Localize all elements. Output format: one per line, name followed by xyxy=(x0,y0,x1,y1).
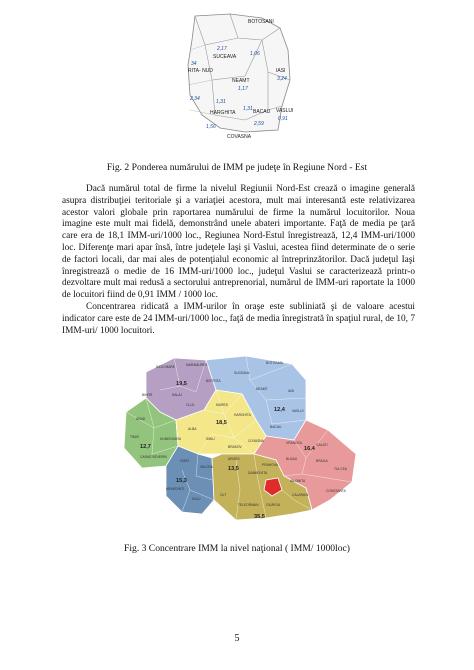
county-value: 1,06 xyxy=(250,51,260,57)
figure-3-map xyxy=(116,350,368,528)
figure-2-map xyxy=(150,10,310,140)
county-label: ARAD xyxy=(136,417,146,421)
county-label: CALARASI xyxy=(292,493,309,497)
county-label: VRANCEA xyxy=(286,441,302,445)
county-value: 3,24 xyxy=(277,76,287,82)
county-label: TELEORMAN xyxy=(238,503,259,507)
value-vest: 12,7 xyxy=(140,444,151,450)
county-label: PRAHOVA xyxy=(262,463,278,467)
county-label: SIBIU xyxy=(206,437,215,441)
county-label: MARAMURES xyxy=(186,363,208,367)
figure-2-caption: Fig. 2 Ponderea numărului de IMM pe judeţe în Regiune Nord - Est xyxy=(106,162,368,173)
county-label: BOTOSANI xyxy=(248,19,274,25)
county-label: BISTRITA xyxy=(206,379,221,383)
county-label: TULCEA xyxy=(334,467,348,471)
county-label: SATU MARE xyxy=(156,365,175,369)
figure-3-caption: Fig. 3 Concentrare IMM la nivel naţional ( IMM/ 1000loc) xyxy=(124,543,350,554)
county-value: 0,91 xyxy=(278,116,288,122)
county-label: SUCEAVA xyxy=(234,371,250,375)
paragraph: Concentrarea ridicată a IMM-urilor în oraşe este subliniată şi de valoare acestui indicator care este de 24 IMM-uri/1000 loc., faţă de media înregistrată în spaţiul rural, de 10, 7 IMM-uri/ 1000 locuitori. xyxy=(62,301,415,336)
county-label: CARAS SEVERIN xyxy=(140,455,167,459)
county-label: MEHEDINTI xyxy=(166,487,185,491)
county-label: IASI xyxy=(288,389,295,393)
value-sud-vest: 15,3 xyxy=(176,478,187,484)
side-value: 1,56 xyxy=(206,124,216,130)
county-label: BUZAU xyxy=(286,457,298,461)
county-label: BIHOR xyxy=(142,393,153,397)
value-sud: 13,5 xyxy=(228,466,239,472)
county-label: DAMBOVITA xyxy=(248,471,268,475)
county-label: COVASNA xyxy=(248,439,264,443)
county-label: BRASOV xyxy=(228,445,242,449)
side-value: 1,31 xyxy=(216,99,226,105)
side-value: 1,31 xyxy=(243,106,253,112)
neighbor-label: HARGHITA xyxy=(210,110,236,116)
county-label: VASLUI xyxy=(276,108,294,114)
side-value: 34 xyxy=(191,61,197,67)
county-label: VASLUI xyxy=(292,409,304,413)
county-label: OLT xyxy=(220,493,227,497)
county-label: NEAMT xyxy=(232,78,250,84)
county-label: ARGES xyxy=(228,457,240,461)
value-nord-est: 12,4 xyxy=(274,407,285,413)
page-number: 5 xyxy=(234,633,240,644)
neighbor-label: COVASNA xyxy=(227,134,252,140)
county-label: VALCEA xyxy=(200,465,213,469)
county-label: SUCEAVA xyxy=(213,54,237,60)
value-nord-vest: 19,5 xyxy=(176,381,187,387)
neighbor-label: RITA- NUD xyxy=(188,68,213,74)
county-label: CLUJ xyxy=(186,403,195,407)
side-value: 2,34 xyxy=(190,96,200,102)
county-label: DOLJ xyxy=(192,497,201,501)
county-label: BACAU xyxy=(253,109,271,115)
county-label: HARGHITA xyxy=(234,413,251,417)
county-label: GIURGIU xyxy=(266,503,281,507)
county-value: 1,17 xyxy=(238,86,248,92)
county-label: ALBA xyxy=(188,427,197,431)
county-label: TIMIS xyxy=(130,435,139,439)
value-centru: 18,5 xyxy=(216,420,227,426)
county-label: CONSTANTA xyxy=(326,489,346,493)
county-label: HUNEDOARA xyxy=(160,437,182,441)
county-label: GORJ xyxy=(180,459,190,463)
county-label: BOTOSANI xyxy=(266,361,283,365)
nord-est-map-svg xyxy=(150,10,310,140)
county-label: NEAMT xyxy=(256,387,268,391)
county-value: 2,59 xyxy=(254,121,264,127)
county-label: IALOMITA xyxy=(290,479,306,483)
body-text xyxy=(62,184,415,337)
county-label: GALATI xyxy=(316,443,328,447)
county-label: BACAU xyxy=(270,425,282,429)
value-bucuresti: 35,5 xyxy=(254,514,265,520)
county-value: 2,17 xyxy=(217,46,227,52)
county-label: MURES xyxy=(216,403,228,407)
county-label: SALAJ xyxy=(172,393,183,397)
romania-map-svg xyxy=(116,350,368,528)
county-label: BRAILA xyxy=(316,459,328,463)
county-label: IASI xyxy=(276,68,286,74)
value-sud-est: 16,4 xyxy=(304,446,315,452)
region-sud-vest xyxy=(166,446,214,514)
paragraph: Dacă numărul total de firme la nivelul Regiunii Nord-Est crează o imagine generală asupra distribuţiei teritoriale şi a variaţiei acestora, mult mai interesantă este relativizarea acestor valori globale prin raportarea numărului de firme la numărul locuitorilor. Noua imagine este mult mai fidelă, demonstrând unele abateri importante. Faţă de media pe ţară care era de 18,1 IMM-uri/1000 loc., Regiunea Nord-Estul înregistrează, 12,4 IMM-uri/1000 loc. Diferenţe mari apar însă, între judeţele Iaşi şi Vaslui, acestea fiind determinate de o serie de factori locali, dar mai ales de potenţialul economic al întreprinzătorilor. Dacă judeţul Iaşi înregistrează o medie de 16 IMM-uri/1000 loc., judeţul Vaslui se caracterizează printr-o dezvoltare mult mai redusă a sectorului antreprenorial, numărul de IMM-uri raportate la 1000 de locuitori fiind de 0,91 IMM / 1000 loc. xyxy=(62,184,415,301)
